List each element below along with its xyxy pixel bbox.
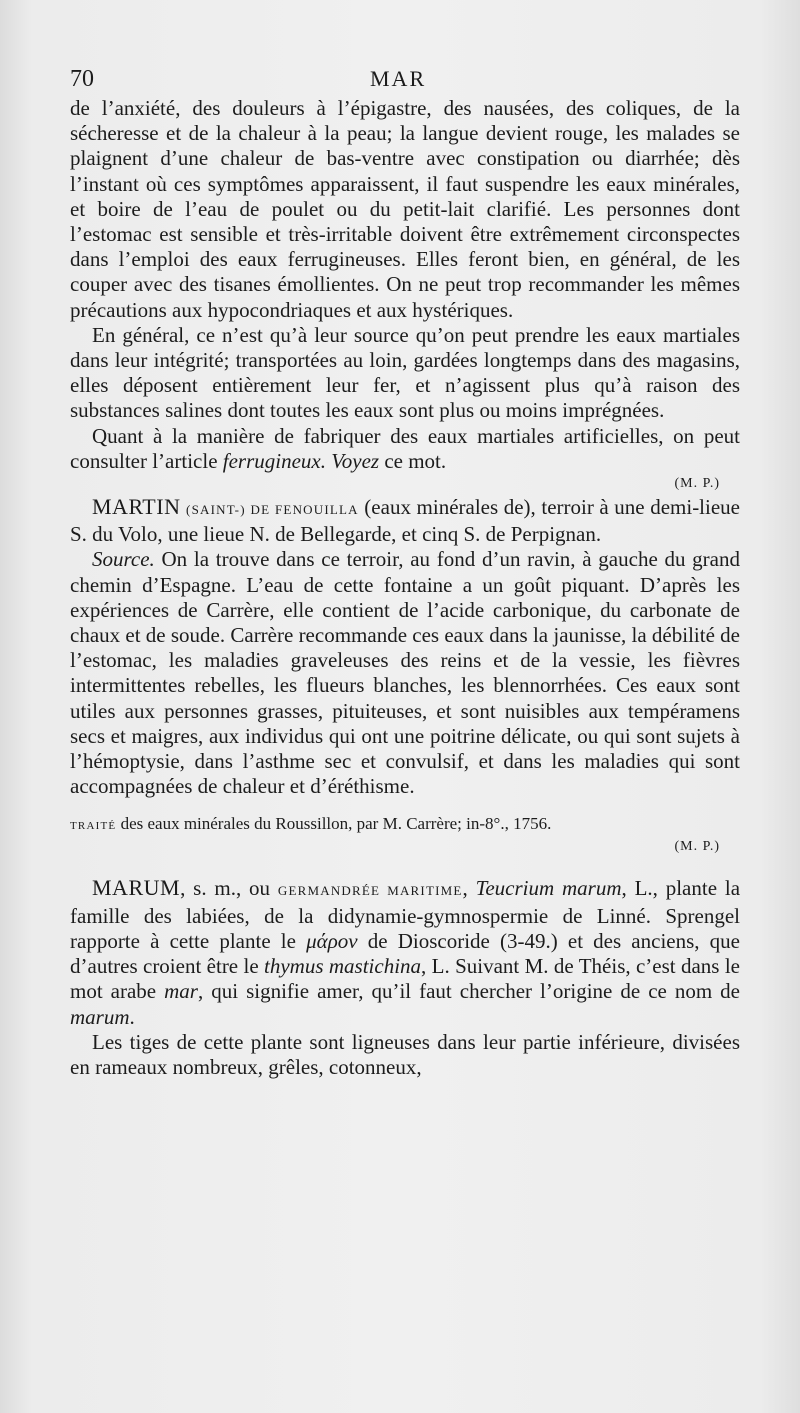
article2-bibliography: TRAITÉ des eaux minérales du Roussillon, par M. Carrère; in-8°., 1756. xyxy=(70,814,552,834)
article1-signature: (M. P.) xyxy=(674,476,720,492)
article2-signature: (M. P.) xyxy=(674,839,720,855)
article3-headword: MARUM xyxy=(92,875,181,901)
article2-qualifier: (SAINT-) DE FENOUILLA xyxy=(186,502,359,518)
latin-name: Teucrium marum xyxy=(475,876,622,901)
section-gap xyxy=(70,857,740,875)
source-label: Source. xyxy=(92,547,155,572)
article1-paragraph3: Quant à la manière de fabriquer des eaux martiales artificielles, on peut consulter l’article ferrugineux. Voyez ce mot. xyxy=(70,423,740,473)
article2-entry: MARTIN (SAINT-) DE FENOUILLA (eaux minérales de), terroir à une demi-lieue S. du Volo, une lieue N. de Bellegarde, et cinq S. de Perpignan. xyxy=(70,494,740,547)
page-header xyxy=(70,66,736,96)
article3-paragraph2: Les tiges de cette plante sont ligneuses dans leur partie inférieure, divisées en rameaux nombreux, grêles, cotonneux, xyxy=(70,1029,740,1079)
cross-reference: ferrugineux. Voyez xyxy=(222,448,380,473)
body-text xyxy=(70,96,740,1080)
article1-paragraph1: de l’anxiété, des douleurs à l’épigastre, des nausées, des coliques, de la sécheresse et de la chaleur à la peau; la langue devient rouge, les malades se plaignent d’une chaleur de bas-ventre avec constipation ou diarrhée; dès l’instant où ces symptômes apparaissent, il faut suspendre les eaux minérales, et boire de l’eau de poulet ou du petit-lait clarifié. Les personnes dont l’estomac est sensible et très-irritable doivent être extrêmement circonspectes dans l’emploi des eaux ferrugineuses. Elles feront bien, en général, de les couper avec des tisanes émollientes. On ne peut trop recommander les mêmes précautions aux hypocondriaques et aux hystériques. xyxy=(70,96,740,322)
running-head: MAR xyxy=(370,66,427,91)
page-number: 70 xyxy=(70,66,94,92)
thymus-name: thymus mastichina xyxy=(264,954,422,979)
article2-source: Source. On la trouve dans ce terroir, au fond d’un ravin, à gauche du grand chemin d’Espagne. L’eau de cette fontaine a un goût piquant. D’après les expériences de Carrère, elle contient de l’acide carbonique, du carbonate de chaux et de soude. Carrère recommande ces eaux dans la jaunisse, la débilité de l’estomac, les maladies graveleuses des reins et de la vessie, les fièvres intermittentes rebelles, les flueurs blanches, les blennorrhées. Ces eaux sont utiles aux personnes grasses, pituiteuses, et sont nuisibles aux tempéramens secs et maigres, aux individus qui ont une poitrine délicate, ou qui sont sujets à l’hémoptysie, dans l’asthme sec et convulsif, et dans les maladies qui sont accompagnées de chaleur et d’éréthisme. xyxy=(70,547,740,799)
greek-word: μάρον xyxy=(306,928,358,953)
article3-synonym: GERMANDRÉE MARITIME xyxy=(277,883,463,899)
article1-paragraph2: En général, ce n’est qu’à leur source qu’on peut prendre les eaux martiales dans leur intégrité; transportées au loin, gardées longtemps dans des magasins, elles déposent entièrement leur fer, et n’agissent plus qu’à raison des substances salines dont toutes les eaux sont plus ou moins imprégnées. xyxy=(70,322,740,423)
article2-headword: MARTIN xyxy=(92,494,181,520)
article3-entry: MARUM, s. m., ou GERMANDRÉE MARITIME, Teucrium marum, L., plante la famille des labiées, de la didynamie-gymnospermie de Linné. Sprengel rapporte à cette plante le μάρον de Dioscoride (3-49.) et des anciens, que d’autres croient être le thymus mastichina, L. Suivant M. de Théis, c’est dans le mot arabe mar, qui signifie amer, qu’il faut chercher l’origine de ce nom de marum. xyxy=(70,875,741,1029)
